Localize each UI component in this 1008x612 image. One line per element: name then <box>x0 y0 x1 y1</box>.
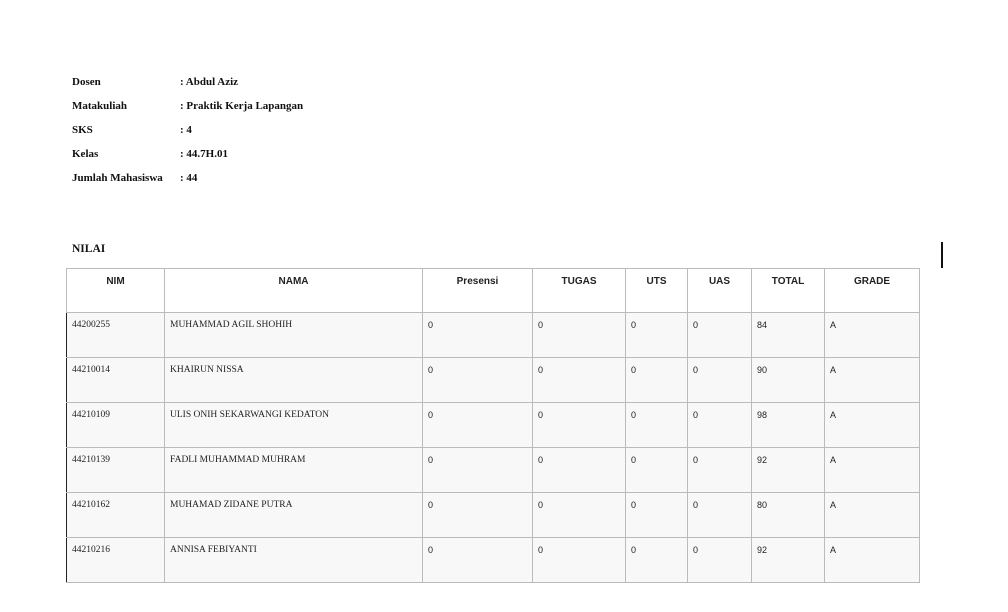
cell-presensi: 0 <box>423 538 533 583</box>
info-row-matakuliah <box>72 94 303 118</box>
cell-uas: 0 <box>688 358 752 403</box>
cell-uas: 0 <box>688 403 752 448</box>
info-label: Jumlah Mahasiswa <box>72 172 163 184</box>
cell-presensi: 0 <box>423 403 533 448</box>
cell-tugas: 0 <box>533 493 626 538</box>
table-row <box>67 448 920 493</box>
cell-nim: 44200255 <box>67 313 165 358</box>
cell-grade: A <box>825 538 920 583</box>
cell-nim: 44210139 <box>67 448 165 493</box>
column-header-uts: UTS <box>626 269 688 313</box>
cell-nama: FADLI MUHAMMAD MUHRAM <box>165 448 423 493</box>
column-header-tugas: TUGAS <box>533 269 626 313</box>
cell-total: 92 <box>752 448 825 493</box>
info-label: SKS <box>72 124 93 136</box>
info-row-sks <box>72 118 303 142</box>
cell-uts: 0 <box>626 313 688 358</box>
cell-nim: 44210216 <box>67 538 165 583</box>
cell-tugas: 0 <box>533 403 626 448</box>
cell-grade: A <box>825 313 920 358</box>
info-row-jumlah-mahasiswa <box>72 166 303 190</box>
cell-uts: 0 <box>626 493 688 538</box>
cell-nama: MUHAMMAD AGIL SHOHIH <box>165 313 423 358</box>
info-value: : 44.7H.01 <box>180 148 228 160</box>
cell-presensi: 0 <box>423 448 533 493</box>
column-header-presensi: Presensi <box>423 269 533 313</box>
table-row <box>67 493 920 538</box>
info-label: Dosen <box>72 76 101 88</box>
text-cursor <box>941 242 943 268</box>
section-title: NILAI <box>72 243 106 255</box>
cell-tugas: 0 <box>533 358 626 403</box>
cell-presensi: 0 <box>423 493 533 538</box>
table-row <box>67 313 920 358</box>
cell-grade: A <box>825 493 920 538</box>
cell-presensi: 0 <box>423 313 533 358</box>
info-value: : Abdul Aziz <box>180 76 239 88</box>
cell-total: 90 <box>752 358 825 403</box>
cell-nim: 44210014 <box>67 358 165 403</box>
cell-nama: MUHAMAD ZIDANE PUTRA <box>165 493 423 538</box>
cell-tugas: 0 <box>533 313 626 358</box>
cell-tugas: 0 <box>533 448 626 493</box>
table-header-row <box>67 269 920 313</box>
cell-uts: 0 <box>626 358 688 403</box>
cell-nim: 44210109 <box>67 403 165 448</box>
table-row <box>67 358 920 403</box>
table-row <box>67 403 920 448</box>
column-header-nama: NAMA <box>165 269 423 313</box>
cell-presensi: 0 <box>423 358 533 403</box>
cell-uas: 0 <box>688 538 752 583</box>
cell-total: 92 <box>752 538 825 583</box>
cell-nim: 44210162 <box>67 493 165 538</box>
course-info <box>72 70 303 190</box>
column-header-total: TOTAL <box>752 269 825 313</box>
cell-tugas: 0 <box>533 538 626 583</box>
cell-total: 80 <box>752 493 825 538</box>
column-header-nim: NIM <box>67 269 165 313</box>
info-value: : 44 <box>180 172 198 184</box>
cell-total: 98 <box>752 403 825 448</box>
info-value: : Praktik Kerja Lapangan <box>180 100 304 112</box>
cell-grade: A <box>825 448 920 493</box>
cell-uas: 0 <box>688 448 752 493</box>
cell-uts: 0 <box>626 403 688 448</box>
cell-uas: 0 <box>688 493 752 538</box>
info-label: Matakuliah <box>72 100 128 112</box>
cell-nama: ANNISA FEBIYANTI <box>165 538 423 583</box>
grades-table <box>66 268 920 583</box>
column-header-uas: UAS <box>688 269 752 313</box>
cell-total: 84 <box>752 313 825 358</box>
info-value: : 4 <box>180 124 192 136</box>
cell-uts: 0 <box>626 448 688 493</box>
cell-nama: ULIS ONIH SEKARWANGI KEDATON <box>165 403 423 448</box>
cell-uas: 0 <box>688 313 752 358</box>
cell-grade: A <box>825 358 920 403</box>
column-header-grade: GRADE <box>825 269 920 313</box>
info-row-dosen <box>72 70 303 94</box>
cell-nama: KHAIRUN NISSA <box>165 358 423 403</box>
cell-uts: 0 <box>626 538 688 583</box>
table-row <box>67 538 920 583</box>
info-row-kelas <box>72 142 303 166</box>
info-label: Kelas <box>72 148 99 160</box>
cell-grade: A <box>825 403 920 448</box>
